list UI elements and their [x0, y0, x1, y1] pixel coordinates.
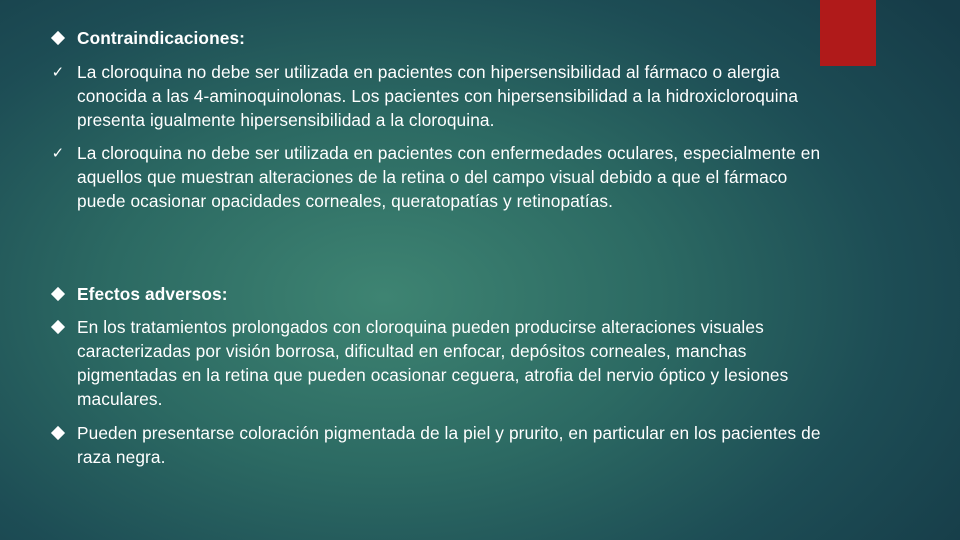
list-item: [48, 60, 838, 132]
heading-text: Efectos adversos:: [77, 284, 228, 304]
section-heading-contraindicaciones: [48, 26, 838, 50]
diamond-icon: [48, 26, 68, 50]
list-item-text: La cloroquina no debe ser utilizada en pacientes con enfermedades oculares, especialmente en aquellos que muestran alteraciones de la retina o del campo visual debido a que el fármaco puede ocasionar opacidades corneales, queratopatías y retinopatías.: [77, 143, 821, 211]
list-item-text: Pueden presentarse coloración pigmentada de la piel y prurito, en particular en los pacientes de raza negra.: [77, 423, 821, 467]
list-item: [48, 421, 838, 469]
list-item-text: La cloroquina no debe ser utilizada en pacientes con hipersensibilidad al fármaco o alergia conocida a las 4-aminoquinolonas. Los pacientes con hipersensibilidad a la hidroxicloroquina presenta igualmente hipersensibilidad a la cloroquina.: [77, 62, 799, 130]
list-item: [48, 315, 838, 411]
diamond-icon: [48, 421, 68, 445]
diamond-icon: [48, 315, 68, 339]
checkmark-icon: ✓: [51, 63, 65, 81]
list-item-text: En los tratamientos prolongados con cloroquina pueden producirse alteraciones visuales caracterizadas por visión borrosa, dificultad en enfocar, depósitos corneales, manchas pigmentadas en la retina que pueden ocasionar ceguera, atrofia del nervio óptico y lesiones maculares.: [77, 317, 789, 409]
diamond-icon: [48, 282, 68, 306]
section-heading-efectos-adversos: [48, 282, 838, 306]
list-item: [48, 141, 838, 213]
heading-text: Contraindicaciones:: [77, 28, 246, 48]
checkmark-icon: ✓: [51, 144, 65, 162]
